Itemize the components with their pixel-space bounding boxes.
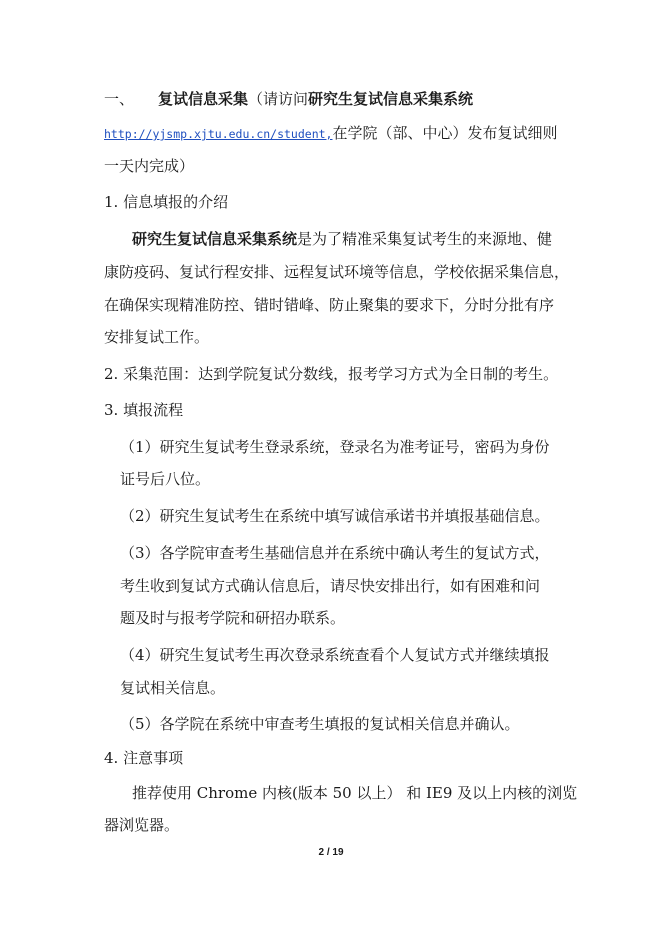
section2-title: 2. 采集范围：达到学院复试分数线，报考学习方式为全日制的考生。	[104, 365, 559, 383]
heading-title: 复试信息采集	[158, 90, 249, 108]
step3-line3: 题及时与报考学院和研招办联系。	[120, 609, 346, 627]
section1-para-line2: 康防疫码、复试行程安排、远程复试环境等信息，学校依据采集信息，	[104, 263, 570, 281]
section4-line2: 器浏览器。	[104, 816, 180, 834]
section4-title: 4. 注意事项	[104, 749, 184, 767]
heading-system-name: 研究生复试信息采集系统	[308, 90, 474, 108]
section1-para-line1	[132, 229, 552, 249]
heading-paren-text: （请访问	[248, 90, 309, 108]
step5-line1: （5）各学院在系统中审查考生填报的复试相关信息并确认。	[120, 715, 520, 733]
section3-title: 3. 填报流程	[104, 401, 184, 419]
step4-line2: 复试相关信息。	[120, 679, 226, 697]
page-number: 2 / 19	[318, 847, 344, 858]
section1-para-line1-rest: 是为了精准采集复试考生的来源地、健	[297, 230, 553, 248]
intro-text-after-url: 在学院（部、中心）发布复试细则	[332, 124, 558, 142]
section1-para-line4: 安排复试工作。	[104, 328, 210, 346]
system-url-link[interactable]: http://yjsmp.xjtu.edu.cn/student,	[104, 127, 333, 141]
step4-line1: （4）研究生复试考生再次登录系统查看个人复试方式并继续填报	[120, 646, 550, 664]
step3-line2: 考生收到复试方式确认信息后，请尽快安排出行，如有困难和问	[120, 577, 541, 595]
intro-url-line	[104, 123, 558, 144]
step1-line1: （1）研究生复试考生登录系统，登录名为准考证号，密码为身份	[120, 438, 550, 456]
section4-line1: 推荐使用 Chrome 内核(版本 50 以上） 和 IE9 及以上内核的浏览	[132, 784, 578, 802]
section-heading	[104, 89, 473, 109]
heading-number: 一、	[104, 90, 135, 108]
intro-line-2: 一天内完成）	[104, 157, 195, 175]
step1-line2: 证号后八位。	[120, 470, 211, 488]
step2-line1: （2）研究生复试考生在系统中填写诚信承诺书并填报基础信息。	[120, 507, 550, 525]
section1-para-line3: 在确保实现精准防控、错时错峰、防止聚集的要求下，分时分批有序	[104, 296, 555, 314]
section1-title: 1. 信息填报的介绍	[104, 193, 229, 211]
section1-system-name: 研究生复试信息采集系统	[132, 230, 298, 248]
step3-line1: （3）各学院审查考生基础信息并在系统中确认考生的复试方式，	[120, 544, 550, 562]
